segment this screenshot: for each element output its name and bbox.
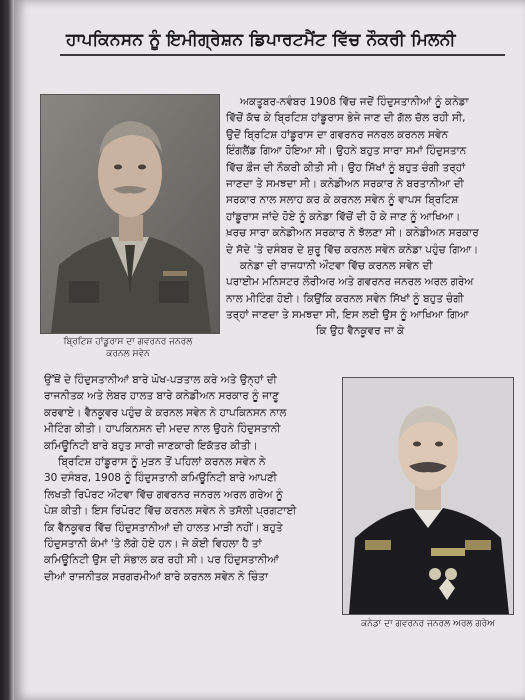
text-line: ਉੱਥੋਂ ਦੇ ਹਿੰਦੁਸਤਾਨੀਆਂ ਬਾਰੇ ਘੋਖ-ਪੜਤਾਲ ਕਰੇ ਅਤੇ ਉਨ੍ਹਾਂ ਦੀ (44, 374, 277, 386)
colonel-swayne-photo (40, 94, 220, 334)
text-line: ਤਰ੍ਹਾਂ ਜਾਣਦਾ ਤੇ ਸਮਝਦਾ ਸੀ, ਇਸ ਲਈ ਉਸ ਨੂੰ ਆਖਿਆ ਗਿਆ (226, 309, 469, 322)
text-line: ਕਨੇਡਾ ਦੀ ਰਾਜਧਾਨੀ ਔਟਵਾ ਵਿੱਚ ਕਰਨਲ ਸਵੇਨ ਦੀ (240, 259, 433, 272)
text-line: ਜਾਣਦਾ ਤੇ ਸਮਝਦਾ ਸੀ। ਕਨੇਡੀਅਨ ਸਰਕਾਰ ਨੇ ਬਰਤਾਨੀਆ ਦੀ (226, 177, 464, 190)
caption-line: ਕਨੇਡਾ ਦਾ ਗਵਰਨਰ ਜਨਰਲ ਅਰਲ ਗਰੇਅ (361, 619, 495, 629)
text-line: ਕਿ ਵੈਨਕੂਵਰ ਵਿੱਚ ਹਿੰਦੁਸਤਾਨੀਆਂ ਦੀ ਹਾਲਤ ਮਾੜੀ ਨਹੀਂ। ਬਹੁਤੇ (44, 521, 283, 534)
text-line: ਕਮਿਊਨਿਟੀ ਉਸ ਦੀ ਸੰਭਾਲ ਕਰ ਰਹੀ ਸੀ। ਪਰ ਹਿੰਦੁਸਤਾਨੀਆਂ (44, 554, 279, 567)
caption-line: ਬ੍ਰਿਟਿਸ਼ ਹਾਂਡੂਰਾਸ ਦਾ ਗਵਰਨਰ ਜਨਰਲ (63, 337, 193, 347)
text-line: ਉਦੋਂ ਬ੍ਰਿਟਿਸ਼ ਹਾਂਡੂਰਾਸ ਦਾ ਗਵਰਨਰ ਜਨਰਲ ਕਰਨਲ ਸਵੇਨ (226, 128, 449, 141)
earl-grey-photo (342, 377, 514, 615)
body-text-right-column (226, 94, 510, 340)
text-line: ਲਿਖਤੀ ਰਿਪੋਰਟ ਔਟਵਾ ਵਿੱਚ ਗਵਰਨਰ ਜਨਰਲ ਅਰਲ ਗਰੇਅ ਨੂੰ (44, 488, 283, 501)
text-line: ਸਰਕਾਰ ਨਾਲ ਸਲਾਹ ਕਰ ਕੇ ਕਰਨਲ ਸਵੇਨ ਨੂੰ ਵਾਪਸ ਬ੍ਰਿਟਿਸ਼ (226, 194, 459, 207)
text-line: ਪਰਾਈਮ ਮਨਿਸਟਰ ਲੌਰੀਅਰ ਅਤੇ ਗਵਰਨਰ ਜਨਰਲ ਅਰਲ ਗਰੇਅ (226, 276, 474, 289)
body-text-lower-column (44, 372, 340, 585)
text-line: ਕਮਿਊਨਿਟੀ ਬਾਰੇ ਬਹੁਤ ਸਾਰੀ ਜਾਣਕਾਰੀ ਇਕੱਤਰ ਕੀਤੀ। (44, 439, 258, 452)
photo-caption-right (340, 618, 516, 630)
text-line: ਨਾਲ ਮੀਟਿੰਗ ਹੋਈ। ਕਿਉਂਕਿ ਕਰਨਲ ਸਵੇਨ ਸਿੱਖਾਂ ਨੂੰ ਬਹੁਤ ਚੰਗੀ (226, 292, 464, 305)
text-line: ਕਿ ਉਹ ਵੈਨਕੂਵਰ ਜਾ ਕੇ (316, 325, 405, 338)
text-line: ਹਾਂਡੂਰਾਸ ਜਾਂਦੇ ਹੋਏ ਨੂੰ ਕਨੇਡਾ ਵਿੱਚੋਂ ਦੀ ਹੋ ਕੇ ਜਾਣ ਨੂੰ ਆਖਿਆ। (226, 210, 461, 223)
text-line: 30 ਦਸੰਬਰ, 1908 ਨੂੰ ਹਿੰਦੁਸਤਾਨੀ ਕਮਿਊਨਿਟੀ ਬਾਰੇ ਆਪਣੀ (44, 472, 277, 485)
photo-caption-left (30, 336, 226, 360)
heading-underline (60, 54, 505, 56)
text-line: ਬ੍ਰਿਟਿਸ਼ ਹਾਂਡੂਰਾਸ ਨੂੰ ਮੁੜਨ ਤੋਂ ਪਹਿਲਾਂ ਕਰਨਲ ਸਵੇਨ ਨੇ (58, 455, 266, 468)
text-line: ਰਾਜਨੀਤਕ ਅਤੇ ਲੇਬਰ ਹਾਲਤ ਬਾਰੇ ਕਨੇਡੀਅਨ ਸਰਕਾਰ ਨੂੰ ਜਾਣੂ (44, 390, 279, 403)
text-line: ਪੇਸ਼ ਕੀਤੀ। ਇਸ ਰਿਪੋਰਟ ਵਿੱਚ ਕਰਨਲ ਸਵੇਨ ਨੇ ਤਸੱਲੀ ਪ੍ਰਗਟਾਈ (44, 505, 297, 518)
text-line: ਮੀਟਿੰਗ ਕੀਤੀ। ਹਾਪਕਿਨਸਨ ਦੀ ਮਦਦ ਨਾਲ ਉਹਨੇ ਹਿੰਦੁਸਤਾਨੀ (44, 423, 281, 436)
text-line: ਅਕਤੂਬਰ-ਨਵੰਬਰ 1908 ਵਿੱਚ ਜਦੋਂ ਹਿੰਦੁਸਤਾਨੀਆਂ ਨੂੰ ਕਨੇਡਾ (240, 96, 469, 108)
page-heading: ਹਾਪਕਿਨਸਨ ਨੂੰ ਇਮੀਗ੍ਰੇਸ਼ਨ ਡਿਪਾਰਟਮੈਂਟ ਵਿੱਚ ਨੌਕਰੀ ਮਿਲਨੀ (66, 30, 456, 50)
caption-line: ਕਰਨਲ ਸਵੇਨ (106, 349, 150, 359)
text-line: ਵਿੱਚ ਫ਼ੌਜ ਦੀ ਨੌਕਰੀ ਕੀਤੀ ਸੀ। ਉਹ ਸਿੱਖਾਂ ਨੂੰ ਬਹੁਤ ਚੰਗੀ ਤਰ੍ਹਾਂ (226, 161, 466, 174)
book-spine-shadow (0, 0, 14, 700)
text-line: ਦੇ ਸੱਦੇ 'ਤੇ ਦਸੰਬਰ ਦੇ ਸ਼ੁਰੂ ਵਿੱਚ ਕਰਨਲ ਸਵੇਨ ਕਨੇਡਾ ਪਹੁੰਚ ਗਿਆ। (226, 243, 479, 256)
text-line: ਹਿੰਦੁਸਤਾਨੀ ਕੰਮਾਂ 'ਤੇ ਲੱਗੇ ਹੋਏ ਹਨ। ਜੇ ਕੋਈ ਵਿਹਲਾ ਹੈ ਤਾਂ (44, 537, 262, 550)
text-line: ਵਿੱਚੋਂ ਕੱਢ ਕੇ ਬ੍ਰਿਟਿਸ਼ ਹਾਂਡੂਰਾਸ ਭੇਜੇ ਜਾਣ ਦੀ ਗੱਲ ਚੱਲ ਰਹੀ ਸੀ, (226, 112, 466, 125)
text-line: ਖ਼ਰਚ ਸਾਰਾ ਕਨੇਡੀਅਨ ਸਰਕਾਰ ਨੇ ਝੱਲਣਾ ਸੀ। ਕਨੇਡੀਅਨ ਸਰਕਾਰ (226, 227, 479, 240)
text-line: ਕਰਵਾਏ। ਵੈਨਕੂਵਰ ਪਹੁੰਚ ਕੇ ਕਰਨਲ ਸਵੇਨ ਨੇ ਹਾਪਕਿਨਸਨ ਨਾਲ (44, 406, 287, 419)
text-line: ਦੀਆਂ ਰਾਜਨੀਤਕ ਸਰਗਰਮੀਆਂ ਬਾਰੇ ਕਰਨਲ ਸਵੇਨ ਨੇ ਚਿੰਤਾ (44, 570, 269, 583)
text-line: ਇੰਗਲੈਂਡ ਗਿਆ ਹੋਇਆ ਸੀ। ਉਹਨੇ ਬਹੁਤ ਸਾਰਾ ਸਮਾਂ ਹਿੰਦੁਸਤਾਨ (226, 145, 467, 158)
